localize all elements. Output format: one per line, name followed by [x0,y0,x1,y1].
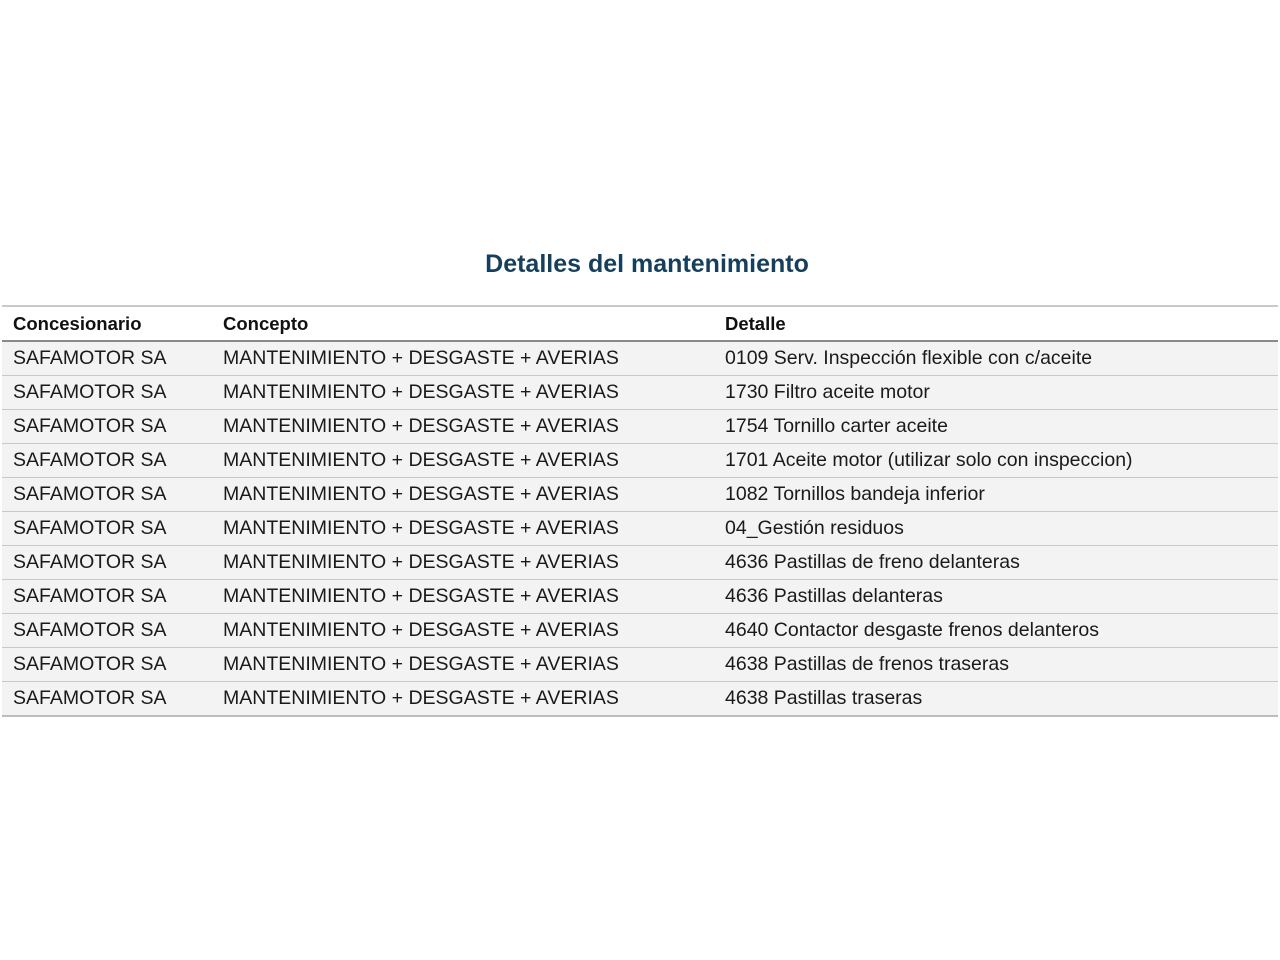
cell-detalle: 1730 Filtro aceite motor [725,381,930,403]
table-row [2,410,1278,444]
cell-concesionario: SAFAMOTOR SA [13,449,167,471]
column-header-concepto: Concepto [223,312,309,334]
table-row [2,648,1278,682]
cell-concepto: MANTENIMIENTO + DESGASTE + AVERIAS [223,347,619,369]
cell-concepto: MANTENIMIENTO + DESGASTE + AVERIAS [223,619,619,641]
column-header-detalle: Detalle [725,312,786,334]
cell-concesionario: SAFAMOTOR SA [13,347,167,369]
cell-detalle: 1754 Tornillo carter aceite [725,415,948,437]
table-header [2,306,1278,341]
cell-detalle: 1701 Aceite motor (utilizar solo con inspeccion) [725,449,1133,471]
cell-concepto: MANTENIMIENTO + DESGASTE + AVERIAS [223,483,619,505]
cell-concepto: MANTENIMIENTO + DESGASTE + AVERIAS [223,415,619,437]
cell-concesionario: SAFAMOTOR SA [13,415,167,437]
cell-concesionario: SAFAMOTOR SA [13,517,167,539]
cell-concesionario: SAFAMOTOR SA [13,483,167,505]
cell-concepto: MANTENIMIENTO + DESGASTE + AVERIAS [223,653,619,675]
table-row [2,682,1278,717]
table-row [2,614,1278,648]
table-row [2,376,1278,410]
maintenance-table [2,305,1278,717]
table-row [2,546,1278,580]
cell-concesionario: SAFAMOTOR SA [13,551,167,573]
cell-concepto: MANTENIMIENTO + DESGASTE + AVERIAS [223,551,619,573]
cell-detalle: 0109 Serv. Inspección flexible con c/aceite [725,347,1093,369]
column-header-concesionario: Concesionario [13,312,142,334]
cell-detalle: 4636 Pastillas de freno delanteras [725,551,1020,573]
cell-concesionario: SAFAMOTOR SA [13,619,167,641]
cell-detalle: 4638 Pastillas de frenos traseras [725,653,1009,675]
cell-detalle: 1082 Tornillos bandeja inferior [725,483,985,505]
cell-concepto: MANTENIMIENTO + DESGASTE + AVERIAS [223,381,619,403]
table-row [2,444,1278,478]
page-title: Detalles del mantenimiento [485,250,809,278]
table-row [2,478,1278,512]
cell-concesionario: SAFAMOTOR SA [13,687,167,709]
header-row [2,306,1278,341]
cell-concepto: MANTENIMIENTO + DESGASTE + AVERIAS [223,585,619,607]
cell-detalle: 4638 Pastillas traseras [725,687,923,709]
cell-concepto: MANTENIMIENTO + DESGASTE + AVERIAS [223,449,619,471]
table-row [2,580,1278,614]
cell-concesionario: SAFAMOTOR SA [13,381,167,403]
cell-detalle: 04_Gestión residuos [725,517,904,539]
cell-concesionario: SAFAMOTOR SA [13,653,167,675]
table-row [2,512,1278,546]
table-row [2,341,1278,376]
table-body [2,341,1278,716]
cell-concepto: MANTENIMIENTO + DESGASTE + AVERIAS [223,687,619,709]
cell-concesionario: SAFAMOTOR SA [13,585,167,607]
cell-concepto: MANTENIMIENTO + DESGASTE + AVERIAS [223,517,619,539]
cell-detalle: 4636 Pastillas delanteras [725,585,943,607]
cell-detalle: 4640 Contactor desgaste frenos delanteros [725,619,1099,641]
